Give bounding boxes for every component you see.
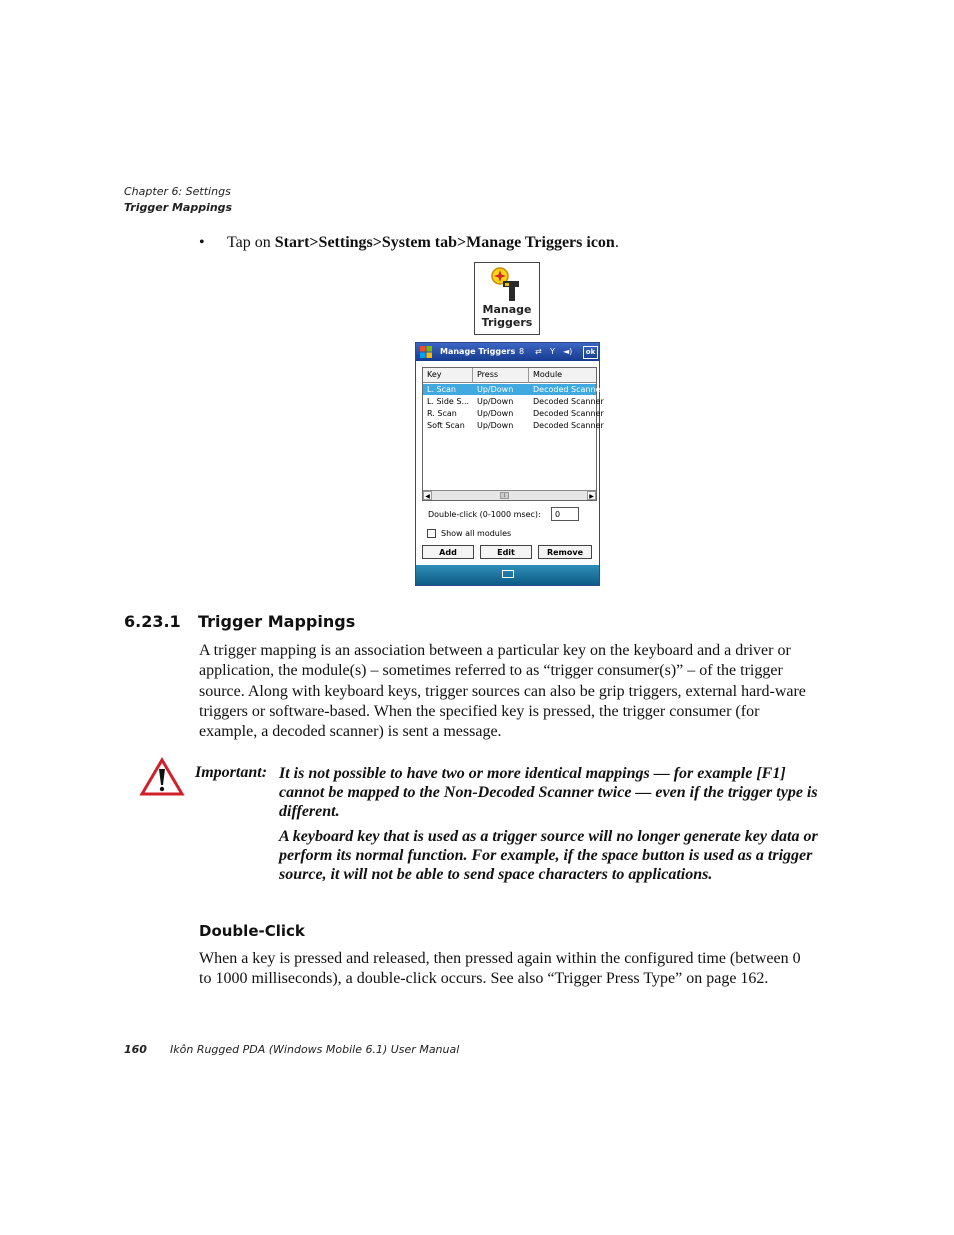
icon-label-line2: Triggers — [481, 316, 533, 329]
list-header — [423, 368, 596, 383]
cell-module: Decoded Scanner — [533, 397, 604, 406]
manage-triggers-icon-figure — [474, 262, 540, 335]
show-all-modules-label: Show all modules — [441, 529, 512, 538]
keyboard-icon[interactable] — [502, 570, 514, 578]
cell-press: Up/Down — [477, 385, 514, 394]
scroll-thumb[interactable]: ⁞ — [500, 492, 509, 499]
double-click-input[interactable]: 0 — [551, 507, 579, 521]
column-module[interactable]: Module — [533, 370, 563, 379]
page-footer — [124, 1043, 459, 1056]
double-click-heading: Double-Click — [199, 922, 305, 940]
manage-triggers-icon — [489, 266, 525, 302]
windows-start-icon[interactable] — [420, 346, 432, 358]
cell-key: R. Scan — [427, 409, 457, 418]
instruction-bullet — [199, 234, 619, 252]
list-item[interactable] — [423, 384, 604, 395]
cell-key: L. Scan — [427, 385, 456, 394]
list-item[interactable] — [423, 420, 604, 431]
section-number: 6.23.1 — [124, 612, 181, 631]
show-all-modules-checkbox[interactable] — [427, 529, 436, 538]
instruction-suffix: . — [614, 234, 619, 251]
important-note-2: A keyboard key that is used as a trigger source will no longer generate key data or perform its normal function. For example, if the space button is used as a trigger source, it will not be able to send space characters to applications. — [279, 828, 818, 883]
manage-triggers-label — [475, 303, 539, 329]
trigger-list[interactable] — [422, 367, 604, 501]
section-title: Trigger Mappings — [198, 612, 356, 631]
cell-key: L. Side S... — [427, 397, 470, 406]
running-header-section: Trigger Mappings — [124, 201, 233, 214]
important-label: Important: — [195, 764, 268, 781]
cell-module: Decoded Scanner — [533, 421, 604, 430]
cell-module: Decoded Scanner — [533, 385, 604, 394]
instruction-prefix: Tap on — [227, 234, 275, 251]
volume-icon: ◄) — [563, 347, 573, 356]
pda-title: Manage Triggers — [440, 347, 516, 356]
pda-titlebar — [416, 343, 599, 361]
important-note-1: It is not possible to have two or more identical mappings — for example [F1] cannot be mapped to the Non-Decoded Scanner twice — even if the trigger type is different. — [279, 765, 818, 820]
pda-screenshot — [415, 342, 604, 586]
double-click-paragraph: When a key is pressed and released, then pressed again within the configured time (between 0 to 1000 milliseconds), a double-click occurs. See also “Trigger Press Type” on page 162. — [199, 950, 801, 988]
page-number: 160 — [124, 1043, 147, 1056]
column-key[interactable]: Key — [423, 368, 473, 382]
cell-press: Up/Down — [477, 409, 514, 418]
instruction-path: Start>Settings>System tab>Manage Triggers icon — [274, 234, 615, 251]
bluetooth-status-icon: 8 — [519, 347, 525, 356]
trigger-mapping-paragraph: A trigger mapping is an association between a particular key on the keyboard and a driver or application, the module(s) – sometimes referred to as “trigger consumer(s)” – of the trigger source. Along with keyboard keys, trigger sources can also be grip triggers, external hard-ware triggers or software-based. When the specified key is pressed, the trigger consumer (for example, a decoded scanner) is sent a message. — [199, 642, 806, 741]
running-header-chapter: Chapter 6: Settings — [124, 185, 231, 198]
cell-press: Up/Down — [477, 397, 514, 406]
manual-title: Ikôn Rugged PDA (Windows Mobile 6.1) User Manual — [170, 1043, 460, 1056]
bullet-mark: • — [199, 234, 205, 251]
cell-key: Soft Scan — [427, 421, 465, 430]
signal-icon: Y — [550, 347, 555, 356]
list-item[interactable] — [423, 396, 604, 407]
scroll-right-icon[interactable]: ▶ — [587, 491, 596, 500]
list-item[interactable] — [423, 408, 604, 419]
scroll-left-icon[interactable]: ◀ — [423, 491, 432, 500]
input-panel-bar — [416, 565, 599, 585]
remove-button[interactable]: Remove — [538, 545, 592, 559]
section-heading — [124, 612, 355, 631]
ok-button[interactable]: ok — [583, 346, 598, 359]
horizontal-scrollbar[interactable] — [423, 490, 596, 500]
connectivity-icon: ⇄ — [535, 347, 542, 356]
add-button[interactable]: Add — [422, 545, 474, 559]
cell-press: Up/Down — [477, 421, 514, 430]
cell-module: Decoded Scanner — [533, 409, 604, 418]
warning-icon — [139, 757, 185, 797]
edit-button[interactable]: Edit — [480, 545, 532, 559]
double-click-label: Double-click (0-1000 msec): — [428, 510, 541, 519]
icon-label-line1: Manage — [482, 303, 532, 316]
column-press[interactable]: Press — [473, 368, 529, 382]
